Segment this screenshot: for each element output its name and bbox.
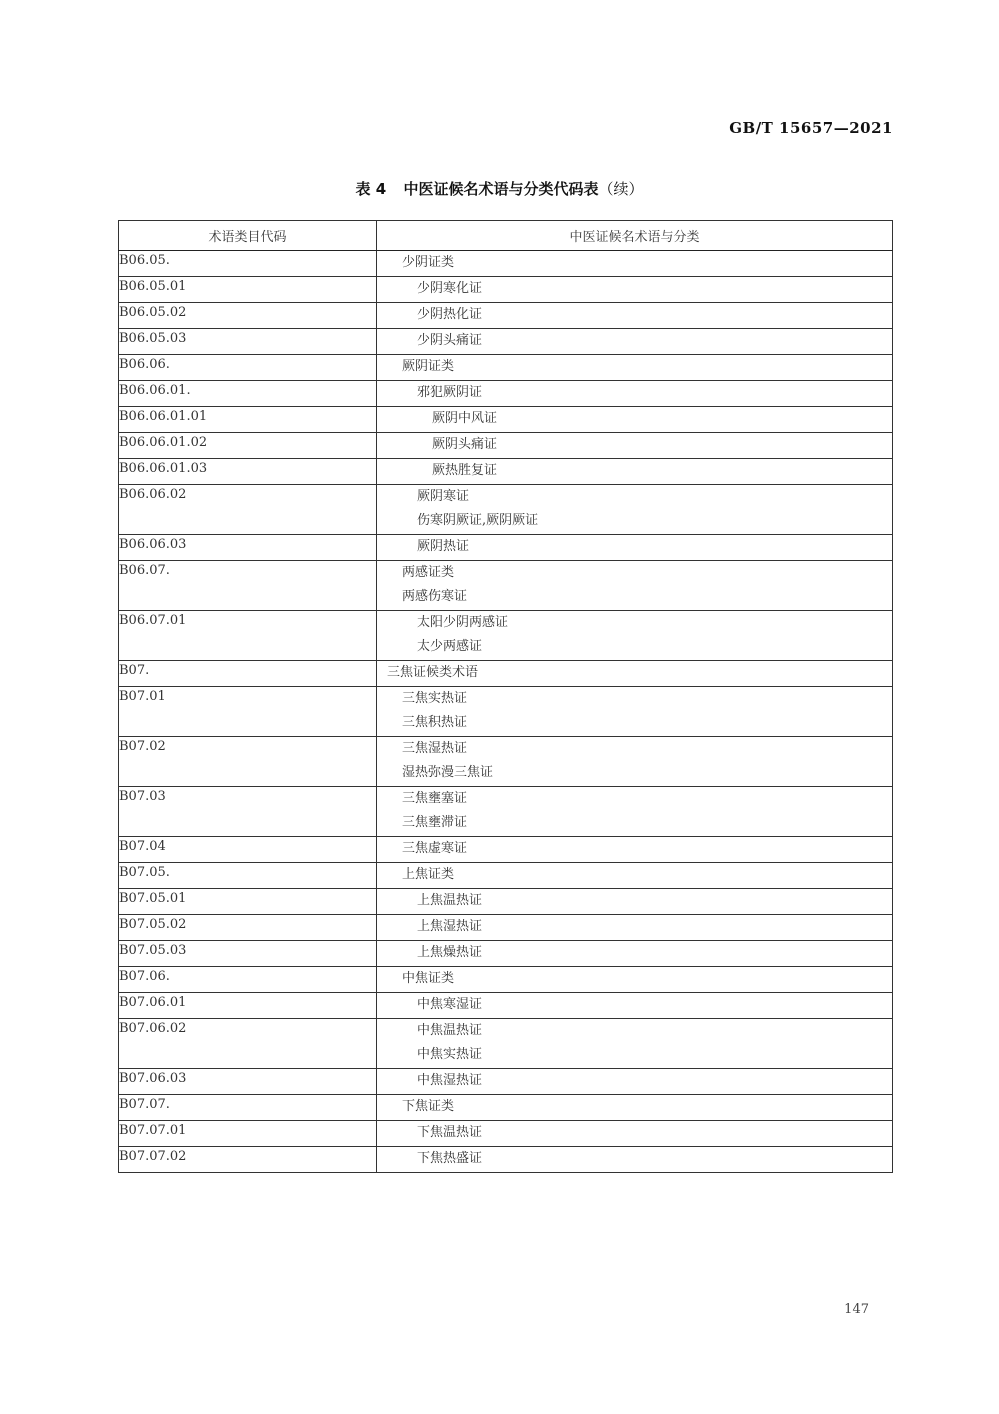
table-row xyxy=(119,737,893,787)
term-name: 厥阴中风证 xyxy=(432,411,498,426)
term-name: 中焦温热证 xyxy=(417,1023,483,1038)
term-code: B06.06.01. xyxy=(119,381,377,407)
term-name: 上焦湿热证 xyxy=(417,919,483,934)
term-name: 少阴证类 xyxy=(402,255,455,270)
term-name: 三焦虚寒证 xyxy=(402,841,468,856)
term-code: B06.05.03 xyxy=(119,329,377,355)
table-row xyxy=(119,303,893,329)
table-row xyxy=(119,485,893,535)
table-row xyxy=(119,459,893,485)
term-name: 三焦壅塞证 xyxy=(402,791,468,806)
term-code: B06.06.02 xyxy=(119,485,377,535)
table-row xyxy=(119,611,893,661)
term-name: 三焦证候类术语 xyxy=(387,665,479,680)
term-name-cell xyxy=(377,1121,893,1147)
term-code: B07.01 xyxy=(119,687,377,737)
term-name-cell xyxy=(377,381,893,407)
term-name: 少阴头痛证 xyxy=(417,333,483,348)
table-row xyxy=(119,535,893,561)
term-code: B06.07. xyxy=(119,561,377,611)
term-name-cell xyxy=(377,303,893,329)
table-title-suffix: （续） xyxy=(598,180,644,198)
term-name: 少阴热化证 xyxy=(417,307,483,322)
page-number: 147 xyxy=(844,1302,869,1317)
header-term: 中医证候名术语与分类 xyxy=(377,221,893,251)
table-row xyxy=(119,967,893,993)
term-synonym: 两感伤寒证 xyxy=(402,589,468,604)
table-row xyxy=(119,687,893,737)
table-row xyxy=(119,863,893,889)
standard-number: GB/T 15657—2021 xyxy=(729,119,893,137)
term-name-cell xyxy=(377,863,893,889)
term-name-cell xyxy=(377,277,893,303)
term-synonym: 三焦积热证 xyxy=(402,715,468,730)
term-name-cell xyxy=(377,1019,893,1069)
term-code: B07.06.01 xyxy=(119,993,377,1019)
term-synonym: 湿热弥漫三焦证 xyxy=(402,765,494,780)
term-code: B07.07. xyxy=(119,1095,377,1121)
table-row xyxy=(119,837,893,863)
term-name-cell xyxy=(377,329,893,355)
term-name: 两感证类 xyxy=(402,565,455,580)
term-name-cell xyxy=(377,561,893,611)
term-name-cell xyxy=(377,611,893,661)
term-code: B06.06.01.03 xyxy=(119,459,377,485)
table-row xyxy=(119,941,893,967)
term-code: B07.05.03 xyxy=(119,941,377,967)
term-name: 厥热胜复证 xyxy=(432,463,498,478)
term-name-cell xyxy=(377,535,893,561)
term-name: 少阴寒化证 xyxy=(417,281,483,296)
term-code: B06.06.01.02 xyxy=(119,433,377,459)
term-name-cell xyxy=(377,661,893,687)
term-name: 下焦温热证 xyxy=(417,1125,483,1140)
term-name: 厥阴头痛证 xyxy=(432,437,498,452)
term-name: 邪犯厥阴证 xyxy=(417,385,483,400)
table-number: 表 4 xyxy=(355,180,387,198)
term-name-cell xyxy=(377,251,893,277)
term-name-cell xyxy=(377,787,893,837)
table-row xyxy=(119,561,893,611)
table-row xyxy=(119,433,893,459)
term-code: B06.06.01.01 xyxy=(119,407,377,433)
term-name-cell xyxy=(377,407,893,433)
term-code: B07.07.02 xyxy=(119,1147,377,1173)
term-name-cell xyxy=(377,485,893,535)
term-name: 厥阴证类 xyxy=(402,359,455,374)
term-name: 三焦实热证 xyxy=(402,691,468,706)
table-row xyxy=(119,1095,893,1121)
term-code: B07.02 xyxy=(119,737,377,787)
table-row xyxy=(119,329,893,355)
term-name: 三焦湿热证 xyxy=(402,741,468,756)
term-code: B06.06.03 xyxy=(119,535,377,561)
table-caption xyxy=(0,178,999,199)
table-body xyxy=(119,251,893,1173)
term-name-cell xyxy=(377,737,893,787)
term-name-cell xyxy=(377,915,893,941)
table-row xyxy=(119,1147,893,1173)
header-code: 术语类目代码 xyxy=(119,221,377,251)
table-title-text: 中医证候名术语与分类代码表 xyxy=(403,180,599,198)
table-row xyxy=(119,355,893,381)
table-row xyxy=(119,661,893,687)
table-header-row xyxy=(119,221,893,251)
term-synonym: 伤寒阴厥证,厥阴厥证 xyxy=(417,513,539,528)
table-row xyxy=(119,251,893,277)
term-synonym: 三焦壅滞证 xyxy=(402,815,468,830)
term-code: B07.06. xyxy=(119,967,377,993)
term-name: 中焦湿热证 xyxy=(417,1073,483,1088)
term-name: 中焦证类 xyxy=(402,971,455,986)
table-row xyxy=(119,993,893,1019)
term-name-cell xyxy=(377,459,893,485)
table-row xyxy=(119,787,893,837)
term-code: B07.04 xyxy=(119,837,377,863)
term-name-cell xyxy=(377,355,893,381)
term-code: B06.05.02 xyxy=(119,303,377,329)
term-code: B07.05. xyxy=(119,863,377,889)
term-name-cell xyxy=(377,967,893,993)
term-name: 下焦证类 xyxy=(402,1099,455,1114)
term-name-cell xyxy=(377,1095,893,1121)
term-name-cell xyxy=(377,837,893,863)
term-code: B07.05.01 xyxy=(119,889,377,915)
term-name-cell xyxy=(377,433,893,459)
term-code: B07.06.03 xyxy=(119,1069,377,1095)
term-code: B07.03 xyxy=(119,787,377,837)
term-code: B07.07.01 xyxy=(119,1121,377,1147)
term-synonym: 中焦实热证 xyxy=(417,1047,483,1062)
term-name: 上焦证类 xyxy=(402,867,455,882)
term-name: 上焦燥热证 xyxy=(417,945,483,960)
term-name: 太阳少阴两感证 xyxy=(417,615,509,630)
term-synonym: 太少两感证 xyxy=(417,639,483,654)
term-name: 下焦热盛证 xyxy=(417,1151,483,1166)
table-row xyxy=(119,381,893,407)
table-row xyxy=(119,915,893,941)
table-row xyxy=(119,1069,893,1095)
table-row xyxy=(119,1019,893,1069)
table-row xyxy=(119,889,893,915)
term-code: B06.05. xyxy=(119,251,377,277)
term-name-cell xyxy=(377,1069,893,1095)
term-code: B06.07.01 xyxy=(119,611,377,661)
term-code: B07.05.02 xyxy=(119,915,377,941)
term-code: B06.06. xyxy=(119,355,377,381)
table-row xyxy=(119,1121,893,1147)
table-row xyxy=(119,277,893,303)
table-title xyxy=(403,180,643,198)
terms-table xyxy=(118,220,893,1173)
term-code: B07. xyxy=(119,661,377,687)
term-name-cell xyxy=(377,687,893,737)
term-code: B07.06.02 xyxy=(119,1019,377,1069)
term-name-cell xyxy=(377,889,893,915)
term-name: 厥阴热证 xyxy=(417,539,470,554)
term-name-cell xyxy=(377,993,893,1019)
term-name: 上焦温热证 xyxy=(417,893,483,908)
term-name: 厥阴寒证 xyxy=(417,489,470,504)
table-row xyxy=(119,407,893,433)
term-name-cell xyxy=(377,1147,893,1173)
term-code: B06.05.01 xyxy=(119,277,377,303)
term-name-cell xyxy=(377,941,893,967)
term-name: 中焦寒湿证 xyxy=(417,997,483,1012)
